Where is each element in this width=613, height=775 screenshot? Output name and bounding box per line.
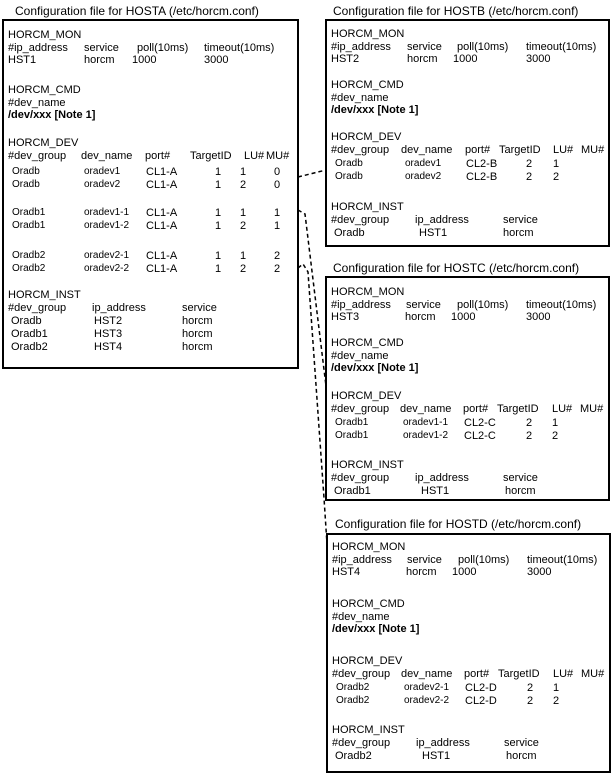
hostb-inst-row-1-ip: HST1 — [419, 227, 448, 239]
hostb-dev-h-tid: TargetID — [499, 144, 541, 156]
hosta-dev-row-6-tid: 1 — [215, 263, 222, 275]
hosta-dev-row-6-mu: 2 — [274, 263, 281, 275]
hosta-dev-row-4-port: CL1-A — [146, 220, 178, 232]
hostd-mon-h-timeout: timeout(10ms) — [527, 554, 598, 566]
hostd-dev-h-port: port# — [464, 668, 490, 680]
hostb-mon-h-ip: #ip_address — [331, 41, 391, 53]
hostd-mon-ip: HST4 — [332, 566, 361, 578]
hostd-config-box — [326, 533, 611, 773]
hostb-mon-timeout: 3000 — [526, 53, 551, 65]
hostb-config-box — [325, 19, 610, 247]
hosta-dev-row-3-mu: 1 — [274, 207, 281, 219]
hosta-dev-row-5-mu: 2 — [274, 250, 281, 262]
hosta-dev-h-tid: TargetID — [190, 150, 232, 162]
hosta-dev-row-6-name: oradev2-2 — [84, 263, 130, 274]
hostb-cmd-title: HORCM_CMD — [331, 79, 404, 91]
hosta-dev-row-3-name: oradev1-1 — [84, 207, 130, 218]
hostd-mon-poll: 1000 — [452, 566, 477, 578]
hostc-mon-ip: HST3 — [331, 311, 360, 323]
hosta-dev-row-3-tid: 1 — [215, 207, 222, 219]
hosta-inst-row-2-service: horcm — [182, 328, 213, 340]
hostc-dev-h-tid: TargetID — [497, 403, 539, 415]
hostd-dev-row-1-lu: 1 — [553, 682, 560, 694]
hostb-dev-row-1-group: Oradb — [335, 158, 363, 169]
hostc-mon-h-ip: #ip_address — [331, 299, 391, 311]
hosta-dev-row-5-name: oradev2-1 — [84, 250, 130, 261]
hosta-dev-row-6-group: Oradb2 — [12, 263, 46, 274]
hostd-mon-service: horcm — [406, 566, 437, 578]
hostc-cmd-title: HORCM_CMD — [331, 337, 404, 349]
hostd-inst-h-group: #dev_group — [332, 737, 391, 749]
hostd-mon-timeout: 3000 — [527, 566, 552, 578]
hosta-mon-timeout: 3000 — [204, 54, 229, 66]
hosta-inst-h-ip: ip_address — [92, 302, 146, 314]
hostb-dev-row-2-port: CL2-B — [466, 171, 498, 183]
hostb-dev-row-1-port: CL2-B — [466, 158, 498, 170]
hostb-dev-h-port: port# — [465, 144, 491, 156]
hostc-cmd-h-dev: #dev_name — [331, 350, 389, 362]
hostc-dev-row-2-group: Oradb1 — [335, 430, 369, 441]
hostb-caption: Configuration file for HOSTB (/etc/horcm.conf) — [333, 4, 579, 18]
hosta-dev-row-2-port: CL1-A — [146, 179, 178, 191]
hostb-mon-title: HORCM_MON — [331, 28, 405, 40]
hostb-dev-title: HORCM_DEV — [331, 131, 402, 143]
hostb-dev-h-name: dev_name — [401, 144, 453, 156]
hostc-inst-h-ip: ip_address — [415, 472, 469, 484]
hostc-config-box — [325, 276, 610, 501]
hostb-cmd-h-dev: #dev_name — [331, 92, 389, 104]
hostd-mon-title: HORCM_MON — [332, 541, 406, 553]
hostb-inst-h-service: service — [503, 214, 538, 226]
hosta-dev-h-port: port# — [145, 150, 171, 162]
hostc-dev-row-2-lu: 2 — [552, 430, 559, 442]
hostc-dev-row-2-tid: 2 — [526, 430, 533, 442]
hostd-dev-row-1-group: Oradb2 — [336, 682, 370, 693]
hosta-cmd-h-dev: #dev_name — [8, 97, 66, 109]
hostb-dev-row-2-tid: 2 — [526, 171, 533, 183]
hosta-inst-row-3-ip: HST4 — [94, 341, 123, 353]
hosta-dev-row-6-port: CL1-A — [146, 263, 178, 275]
hosta-dev-h-name: dev_name — [81, 150, 133, 162]
hostd-dev-row-2-group: Oradb2 — [336, 695, 370, 706]
hosta-inst-title: HORCM_INST — [8, 289, 81, 301]
hosta-inst-row-1-service: horcm — [182, 315, 213, 327]
hosta-dev-row-2-mu: 0 — [274, 179, 281, 191]
hostc-dev-row-2-name: oradev1-2 — [403, 430, 449, 441]
hostb-dev-row-2-group: Oradb — [335, 171, 363, 182]
hosta-dev-title: HORCM_DEV — [8, 137, 79, 149]
hosta-dev-row-2-name: oradev2 — [84, 179, 121, 190]
hostb-inst-h-group: #dev_group — [331, 214, 390, 226]
hosta-inst-row-3-group: Oradb2 — [11, 341, 48, 353]
hosta-dev-row-4-name: oradev1-2 — [84, 220, 130, 231]
hostb-dev-row-2-lu: 2 — [553, 171, 560, 183]
hostc-dev-h-lu: LU# — [552, 403, 573, 415]
hosta-dev-row-5-port: CL1-A — [146, 250, 178, 262]
hosta-caption: Configuration file for HOSTA (/etc/horcm.conf) — [15, 4, 259, 18]
hostd-dev-h-tid: TargetID — [498, 668, 540, 680]
hostc-dev-row-2-port: CL2-C — [464, 430, 496, 442]
hostd-dev-row-1-name: oradev2-1 — [404, 682, 450, 693]
hosta-dev-row-1-port: CL1-A — [146, 166, 178, 178]
hostb-mon-ip: HST2 — [331, 53, 360, 65]
hostb-mon-h-timeout: timeout(10ms) — [526, 41, 597, 53]
hostc-mon-h-poll: poll(10ms) — [457, 299, 509, 311]
hostc-dev-h-mu: MU# — [580, 403, 604, 415]
hosta-mon-title: HORCM_MON — [8, 29, 82, 41]
hostc-mon-h-timeout: timeout(10ms) — [526, 299, 597, 311]
hosta-inst-h-group: #dev_group — [8, 302, 67, 314]
hostd-dev-row-2-tid: 2 — [527, 695, 534, 707]
hostb-dev-row-1-name: oradev1 — [405, 158, 442, 169]
hostd-inst-row-1-group: Oradb2 — [335, 750, 372, 762]
hostb-inst-title: HORCM_INST — [331, 201, 404, 213]
hostd-mon-h-ip: #ip_address — [332, 554, 392, 566]
hostb-mon-h-service: service — [407, 41, 442, 53]
hostb-dev-row-1-lu: 1 — [553, 158, 560, 170]
hosta-mon-h-poll: poll(10ms) — [137, 42, 189, 54]
hostc-dev-h-name: dev_name — [400, 403, 452, 415]
hostc-inst-title: HORCM_INST — [331, 459, 404, 471]
hostc-dev-row-1-tid: 2 — [526, 417, 533, 429]
hostd-cmd-h-dev: #dev_name — [332, 611, 390, 623]
hostc-dev-row-1-group: Oradb1 — [335, 417, 369, 428]
hostc-mon-title: HORCM_MON — [331, 286, 405, 298]
hostc-inst-h-service: service — [503, 472, 538, 484]
hostd-dev-row-2-name: oradev2-2 — [404, 695, 450, 706]
hostc-mon-service: horcm — [405, 311, 436, 323]
hostc-dev-row-1-port: CL2-C — [464, 417, 496, 429]
hosta-mon-h-service: service — [84, 42, 119, 54]
hostc-dev-h-group: #dev_group — [331, 403, 390, 415]
hostd-dev-h-group: #dev_group — [332, 668, 391, 680]
hosta-inst-row-2-ip: HST3 — [94, 328, 123, 340]
hostd-cmd-title: HORCM_CMD — [332, 598, 405, 610]
hostb-dev-row-1-tid: 2 — [526, 158, 533, 170]
hostc-dev-row-1-name: oradev1-1 — [403, 417, 449, 428]
hosta-mon-service: horcm — [84, 54, 115, 66]
hostb-inst-row-1-group: Oradb — [334, 227, 365, 239]
hosta-inst-h-service: service — [182, 302, 217, 314]
hostd-inst-row-1-ip: HST1 — [422, 750, 451, 762]
hosta-dev-row-2-tid: 1 — [215, 179, 222, 191]
hostb-inst-h-ip: ip_address — [415, 214, 469, 226]
hosta-dev-row-5-tid: 1 — [215, 250, 222, 262]
hostc-inst-row-1-service: horcm — [505, 485, 536, 497]
hosta-inst-row-2-group: Oradb1 — [11, 328, 48, 340]
hostc-caption: Configuration file for HOSTC (/etc/horcm.conf) — [333, 261, 580, 275]
hosta-dev-h-lu: LU# — [244, 150, 265, 162]
hosta-dev-row-3-group: Oradb1 — [12, 207, 46, 218]
hostc-inst-row-1-group: Oradb1 — [334, 485, 371, 497]
hosta-inst-row-1-ip: HST2 — [94, 315, 123, 327]
hostd-dev-row-2-lu: 2 — [553, 695, 560, 707]
hostd-dev-h-mu: MU# — [581, 668, 605, 680]
hosta-inst-row-1-group: Oradb — [11, 315, 42, 327]
hostb-cmd-dev: /dev/xxx [Note 1] — [331, 104, 419, 116]
hosta-dev-row-2-group: Oradb — [12, 179, 40, 190]
hostb-dev-row-2-name: oradev2 — [405, 171, 442, 182]
hosta-dev-row-4-tid: 1 — [215, 220, 222, 232]
hostd-mon-h-poll: poll(10ms) — [458, 554, 510, 566]
hostd-caption: Configuration file for HOSTD (/etc/horcm.conf) — [335, 517, 582, 531]
hostb-mon-h-poll: poll(10ms) — [457, 41, 509, 53]
hosta-dev-row-4-lu: 2 — [240, 220, 247, 232]
hosta-dev-row-3-port: CL1-A — [146, 207, 178, 219]
hostd-dev-h-lu: LU# — [553, 668, 574, 680]
hosta-dev-h-mu: MU# — [266, 150, 290, 162]
hostc-inst-h-group: #dev_group — [331, 472, 390, 484]
hosta-inst-row-3-service: horcm — [182, 341, 213, 353]
hostd-inst-h-service: service — [504, 737, 539, 749]
hostd-cmd-dev: /dev/xxx [Note 1] — [332, 623, 420, 635]
hosta-dev-row-1-mu: 0 — [274, 166, 281, 178]
hosta-mon-h-ip: #ip_address — [8, 42, 68, 54]
hosta-config-box — [2, 19, 299, 369]
hosta-dev-row-1-lu: 1 — [240, 166, 247, 178]
hostc-dev-row-1-lu: 1 — [552, 417, 559, 429]
hostd-dev-h-name: dev_name — [401, 668, 453, 680]
hosta-mon-poll: 1000 — [132, 54, 157, 66]
hosta-dev-row-1-name: oradev1 — [84, 166, 121, 177]
hostd-mon-h-service: service — [407, 554, 442, 566]
hosta-dev-row-5-group: Oradb2 — [12, 250, 46, 261]
hosta-dev-row-3-lu: 1 — [240, 207, 247, 219]
hostc-mon-h-service: service — [406, 299, 441, 311]
hostd-inst-title: HORCM_INST — [332, 724, 405, 736]
hostc-dev-h-port: port# — [463, 403, 489, 415]
hosta-dev-row-1-group: Oradb — [12, 166, 40, 177]
hostb-inst-row-1-service: horcm — [503, 227, 534, 239]
hostd-inst-h-ip: ip_address — [416, 737, 470, 749]
connector-hosta-hostc — [298, 210, 326, 386]
hosta-dev-row-1-tid: 1 — [215, 166, 222, 178]
hosta-cmd-title: HORCM_CMD — [8, 84, 81, 96]
hostb-mon-service: horcm — [407, 53, 438, 65]
hostc-dev-title: HORCM_DEV — [331, 390, 402, 402]
hosta-cmd-dev: /dev/xxx [Note 1] — [8, 109, 96, 121]
hosta-dev-row-6-lu: 2 — [240, 263, 247, 275]
hostb-dev-h-group: #dev_group — [331, 144, 390, 156]
hostc-mon-timeout: 3000 — [526, 311, 551, 323]
hostd-dev-row-1-port: CL2-D — [465, 682, 497, 694]
hostd-dev-row-1-tid: 2 — [527, 682, 534, 694]
hosta-dev-row-4-group: Oradb1 — [12, 220, 46, 231]
hostc-mon-poll: 1000 — [451, 311, 476, 323]
hostd-dev-title: HORCM_DEV — [332, 655, 403, 667]
hostd-inst-row-1-service: horcm — [506, 750, 537, 762]
hostc-cmd-dev: /dev/xxx [Note 1] — [331, 362, 419, 374]
hosta-mon-ip: HST1 — [8, 54, 37, 66]
hosta-mon-h-timeout: timeout(10ms) — [204, 42, 275, 54]
hostb-mon-poll: 1000 — [453, 53, 478, 65]
hosta-dev-row-2-lu: 2 — [240, 179, 247, 191]
hosta-dev-h-group: #dev_group — [8, 150, 67, 162]
hosta-dev-row-5-lu: 1 — [240, 250, 247, 262]
hostd-dev-row-2-port: CL2-D — [465, 695, 497, 707]
hostc-inst-row-1-ip: HST1 — [421, 485, 450, 497]
hostb-dev-h-lu: LU# — [553, 144, 574, 156]
connector-hosta-hostb — [298, 170, 326, 177]
hosta-dev-row-4-mu: 1 — [274, 220, 281, 232]
hostb-dev-h-mu: MU# — [581, 144, 605, 156]
